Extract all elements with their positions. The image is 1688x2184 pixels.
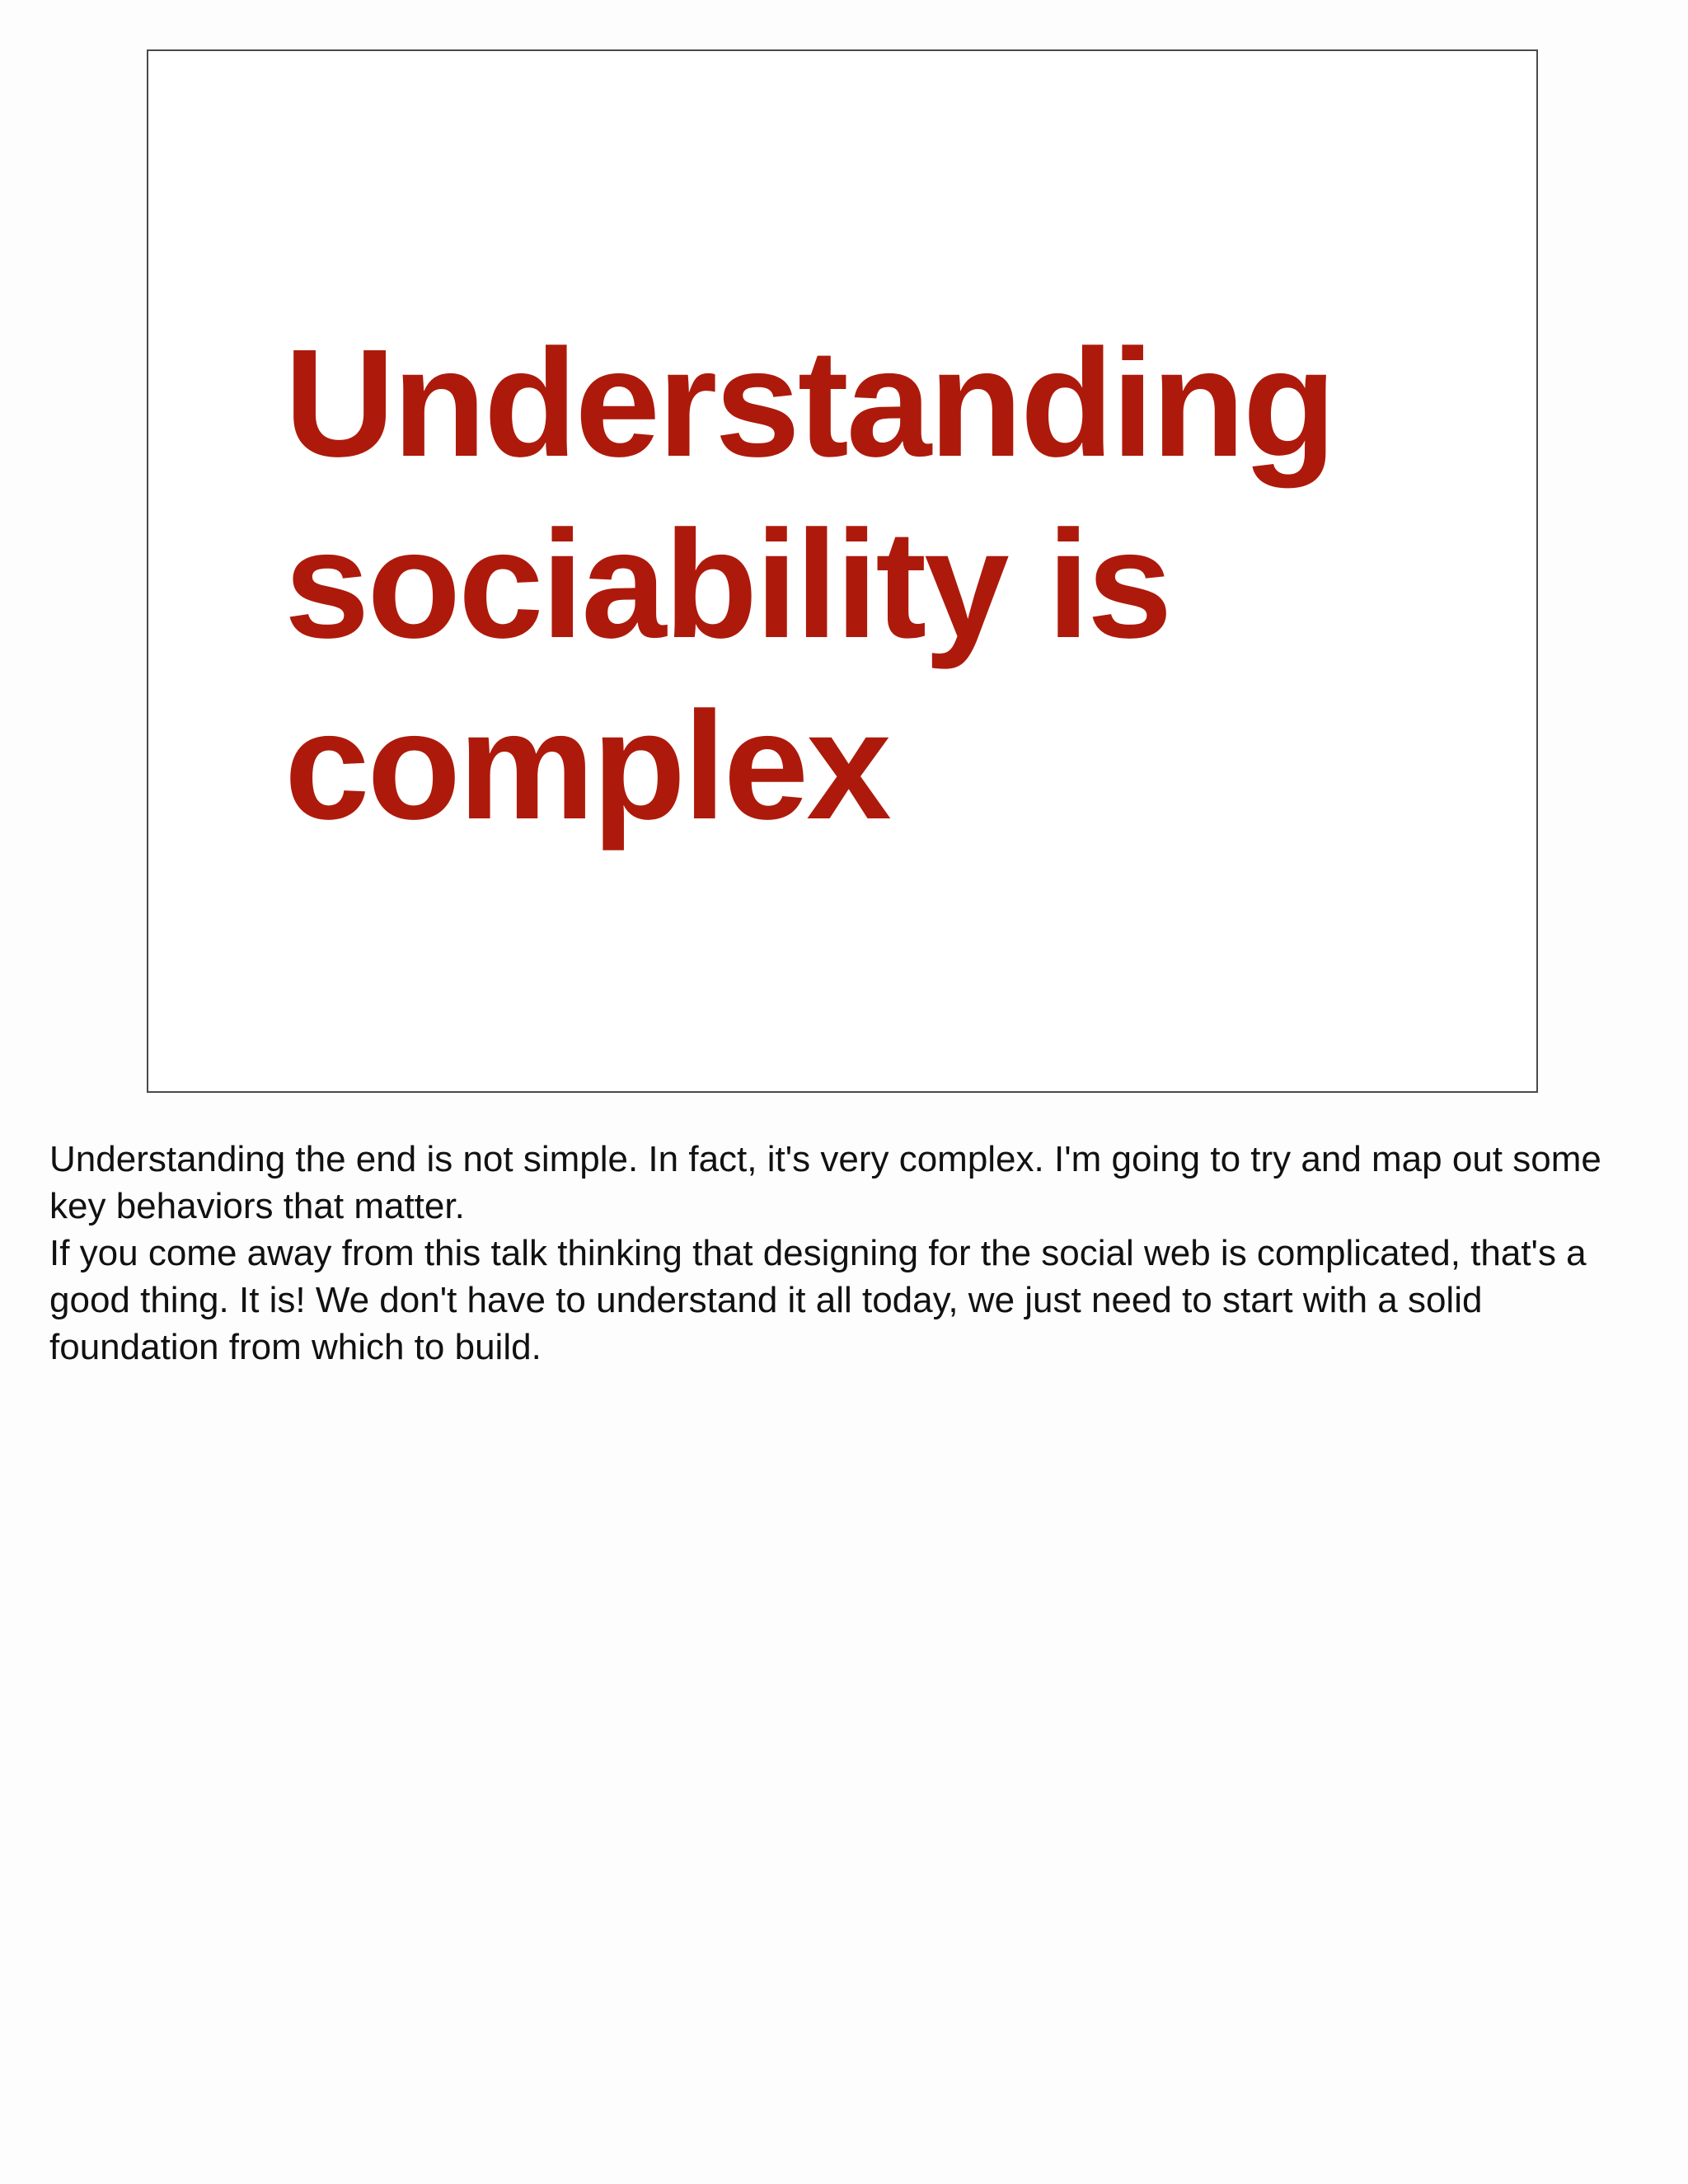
notes-paragraph-2: If you come away from this talk thinking that designing for the social web is complicated, that's a good thing. It is! We don't have to understand it all today, we just need to start with a solid foundation from which to build. xyxy=(49,1233,1587,1367)
slide-title-line-3: complex xyxy=(284,681,889,851)
slide-frame xyxy=(147,49,1538,1093)
notes-paragraph-1: Understanding the end is not simple. In fact, it's very complex. I'm going to try and map out some key behaviors that matter. xyxy=(49,1139,1601,1226)
slide-title xyxy=(284,313,1488,857)
slide-title-line-1: Understanding xyxy=(284,318,1334,489)
slide-title-line-2: sociability is xyxy=(284,499,1170,670)
speaker-notes xyxy=(49,1136,1648,1371)
